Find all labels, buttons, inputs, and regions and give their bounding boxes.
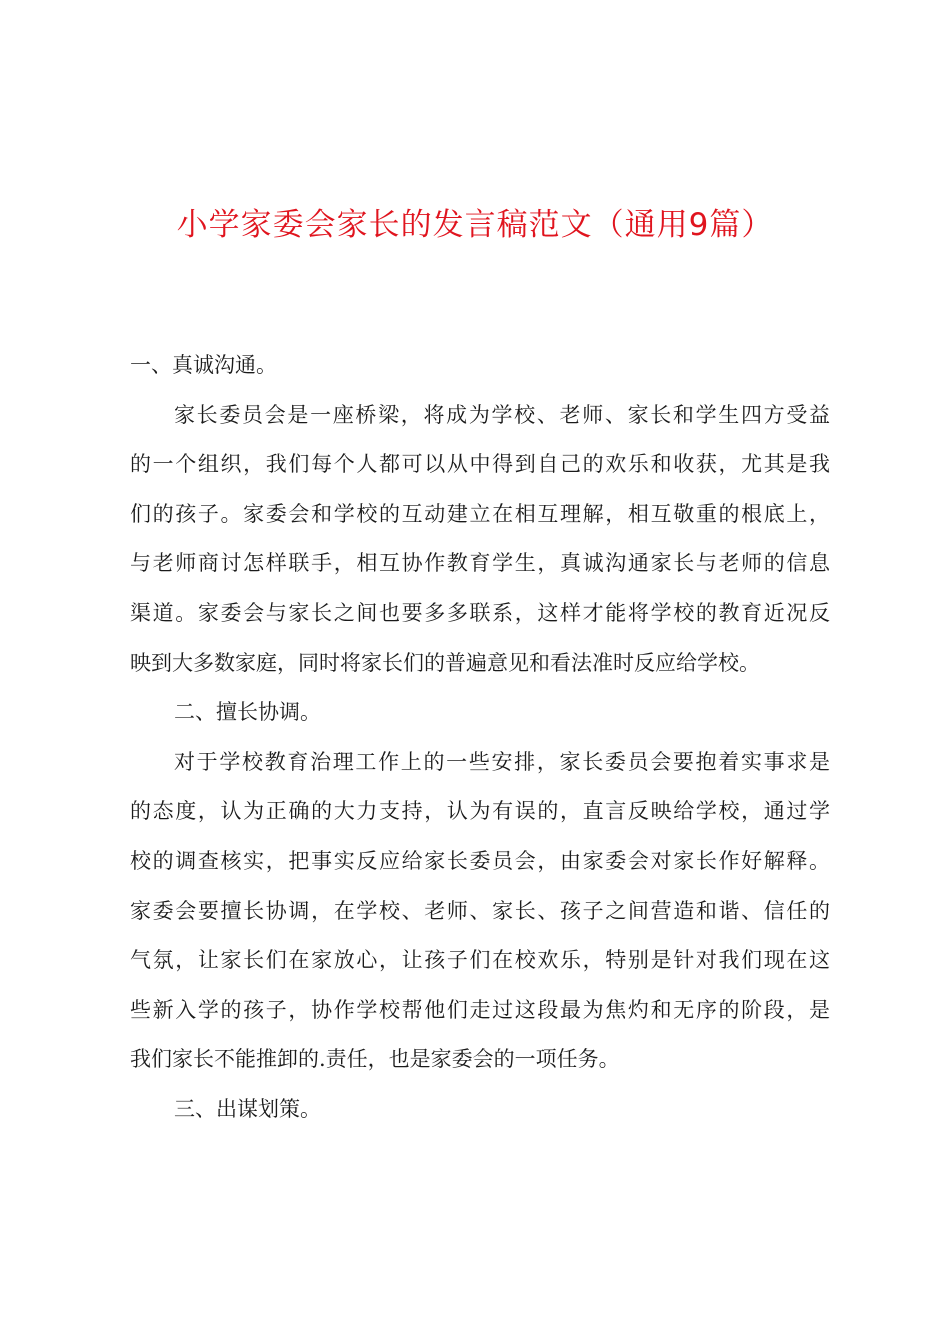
- paragraph-line: 的态度，认为正确的大力支持，认为有误的，直言反映给学校，通过学: [130, 799, 830, 824]
- paragraph-line: 们的孩子。家委会和学校的互动建立在相互理解，相互敬重的根底上，: [130, 501, 830, 526]
- document-title: 小学家委会家长的发言稿范文（通用9篇）: [176, 207, 774, 243]
- section-heading-3: 三、出谋划策。: [174, 1096, 321, 1121]
- paragraph-line: 与老师商讨怎样联手，相互协作教育学生，真诚沟通家长与老师的信息: [130, 551, 830, 576]
- paragraph-line: 校的调查核实，把事实反应给家长委员会，由家委会对家长作好解释。: [130, 848, 830, 873]
- paragraph-line: 些新入学的孩子，协作学校帮他们走过这段最为焦灼和无序的阶段，是: [130, 997, 830, 1022]
- section-heading-2: 二、擅长协调。: [174, 700, 321, 725]
- paragraph-line: 我们家长不能推卸的.责任，也是家委会的一项任务。: [130, 1047, 620, 1072]
- paragraph-line: 映到大多数家庭，同时将家长们的普遍意见和看法准时反应给学校。: [130, 650, 760, 675]
- paragraph-line: 气氛，让家长们在家放心，让孩子们在校欢乐，特别是针对我们现在这: [130, 948, 830, 973]
- section-heading-1: 一、真诚沟通。: [130, 353, 277, 377]
- document-body: [130, 341, 830, 1135]
- paragraph-line: 家委会要擅长协调，在学校、老师、家长、孩子之间营造和谐、信任的: [130, 898, 830, 923]
- paragraph-line: 家长委员会是一座桥梁，将成为学校、老师、家长和学生四方受益: [174, 402, 830, 427]
- paragraph-line: 的一个组织，我们每个人都可以从中得到自己的欢乐和收获，尤其是我: [130, 452, 830, 477]
- paragraph-line: 渠道。家委会与家长之间也要多多联系，这样才能将学校的教育近况反: [130, 600, 830, 625]
- paragraph-line: 对于学校教育治理工作上的一些安排，家长委员会要抱着实事求是: [174, 749, 830, 774]
